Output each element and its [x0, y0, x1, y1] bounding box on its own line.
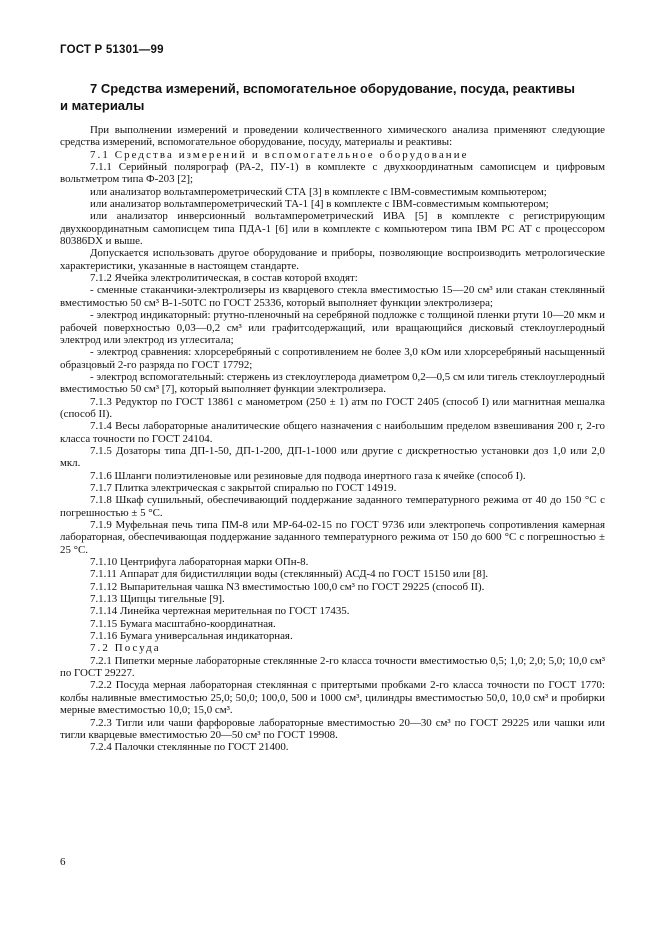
paragraph: 7.1.3 Редуктор по ГОСТ 13861 с манометром (250 ± 1) атм по ГОСТ 2405 (способ I) или магнитная мешалка (способ II).	[60, 395, 605, 420]
paragraph: 7.1.14 Линейка чертежная мерительная по ГОСТ 17435.	[90, 605, 350, 618]
list-item: - электрод индикаторный: ртутно-пленочный на серебряной подложке с толщиной пленки ртути 10—20 мкм и рабочей поверхностью 0,03—0,2 см³ или графитсодержащий, или вращающийся дисковый стеклоуглеродный электрод или электрод из углеситала;	[60, 309, 605, 346]
paragraph: 7.1.2 Ячейка электролитическая, в состав которой входят:	[90, 272, 358, 285]
page-number: 6	[60, 856, 66, 868]
paragraph: 7.1.5 Дозаторы типа ДП-1-50, ДП-1-200, ДП-1-1000 или другие с дискретностью установки доз 1,0 или 2,0 мкл.	[60, 444, 605, 470]
list-item: - электрод вспомогательный: стержень из стеклоуглерода диаметром 0,2—0,5 см или тигель стеклоуглеродный вместимостью 50 см³ [7], который выполняет функции электролизера.	[60, 370, 605, 396]
paragraph: 7.2.3 Тигли или чаши фарфоровые лабораторные вместимостью 20—30 см³ по ГОСТ 29225 или чашки или тигли кварцевые вместимостью 20—50 см³ по ГОСТ 19908.	[60, 716, 605, 741]
paragraph: 7.1.16 Бумага универсальная индикаторная.	[90, 630, 293, 643]
paragraph: 7.1.6 Шланги полиэтиленовые или резиновые для подвода инертного газа к ячейке (способ I).	[90, 469, 526, 482]
paragraph: 7.1.4 Весы лабораторные аналитические общего назначения с наибольшим пределом взвешивания 200 г, 2-го класса точности по ГОСТ 24104.	[60, 420, 605, 445]
section-heading-line-1: 7 Средства измерений, вспомогательное оборудование, посуда, реактивы	[90, 81, 575, 96]
paragraph: 7.1.1 Серийный полярограф (РА-2, ПУ-1) в комплекте с двухкоординатным самописцем и цифровым вольтметром типа Ф-203 [2];	[60, 161, 605, 186]
paragraph: или анализатор вольтамперометрический СТА [3] в комплекте с IBM-совместимым компьютером;	[90, 185, 547, 198]
paragraph: Допускается использовать другое оборудование и приборы, позволяющие воспроизводить метрологические характеристики, указанные в настоящем стандарте.	[60, 247, 605, 272]
paragraph: 7.2.4 Палочки стеклянные по ГОСТ 21400.	[90, 741, 289, 754]
paragraph: 7.1.8 Шкаф сушильный, обеспечивающий поддержание заданного температурного режима от 40 до 150 °С с погрешностью ± 5 °С.	[60, 494, 605, 519]
paragraph: 7.1.12 Выпарительная чашка N3 вместимостью 100,0 см³ по ГОСТ 29225 (способ II).	[90, 580, 485, 593]
paragraph: или анализатор вольтамперометрический ТА-1 [4] в комплекте с IBM-совместимым компьютером;	[90, 198, 549, 211]
list-item: - электрод сравнения: хлорсеребряный с сопротивлением не более 3,0 кОм или хлорсеребряный насыщенный образцовый 2-го разряда по ГОСТ 17792;	[60, 346, 605, 371]
section-heading	[60, 80, 600, 114]
paragraph: При выполнении измерений и проведении количественного химического анализа применяют следующие средства измерений, вспомогательное оборудование, посуду, материалы и реактивы:	[60, 124, 605, 149]
paragraph: 7.1.11 Аппарат для бидистилляции воды (стеклянный) АСД-4 по ГОСТ 15150 или [8].	[90, 568, 489, 581]
paragraph: или анализатор инверсионный вольтамперометрический ИВА [5] в комплекте с регистрирующим двухкоординатным самописцем типа ПДА-1 [6] или в комплекте с компьютером типа IBM PC AT с процессором 80386DX и выше.	[60, 210, 605, 248]
section-heading-line-2: и материалы	[60, 98, 145, 113]
paragraph: 7.2.2 Посуда мерная лабораторная стеклянная с притертыми пробками 2-го класса точности по ГОСТ 1770: колбы наливные вместимостью 25,0; 50,0; 100,0, 500 и 1000 см³, цилиндры вместимостью 50,0, 10,0 см³ и пробирки мерные вместимостью 10,0; 15,0 см³.	[60, 679, 605, 717]
paragraph: 7.1.15 Бумага масштабно-координатная.	[90, 617, 276, 630]
paragraph: 7.1.13 Щипцы тигельные [9].	[90, 593, 225, 606]
list-item: - сменные стаканчики-электролизеры из кварцевого стекла вместимостью 15—20 см³ или стакан стеклянный вместимостью 50 см³ В-1-50ТС по ГОСТ 25336, который выполняет функции электролизера;	[60, 284, 605, 309]
running-header: ГОСТ Р 51301—99	[60, 44, 164, 56]
subsection-heading-7-1: 7.1 Средства измерений и вспомогательное оборудование	[90, 148, 469, 161]
paragraph: 7.1.7 Плитка электрическая с закрытой спиралью по ГОСТ 14919.	[90, 481, 397, 494]
paragraph: 7.1.9 Муфельная печь типа ПМ-8 или МР-64-02-15 по ГОСТ 9736 или электропечь сопротивления камерная лабораторная, обеспечивающая поддержание заданного температурного режима от 150 до 600 °С с погрешностью ± 25 °С.	[60, 519, 605, 556]
subsection-heading-7-2: 7.2 Посуда	[90, 642, 161, 655]
paragraph: 7.2.1 Пипетки мерные лабораторные стеклянные 2-го класса точности вместимостью 0,5; 1,0; 2,0; 5,0; 10,0 см³ по ГОСТ 29227.	[60, 654, 605, 680]
paragraph: 7.1.10 Центрифуга лабораторная марки ОПн-8.	[90, 556, 309, 569]
body-text	[60, 124, 605, 754]
